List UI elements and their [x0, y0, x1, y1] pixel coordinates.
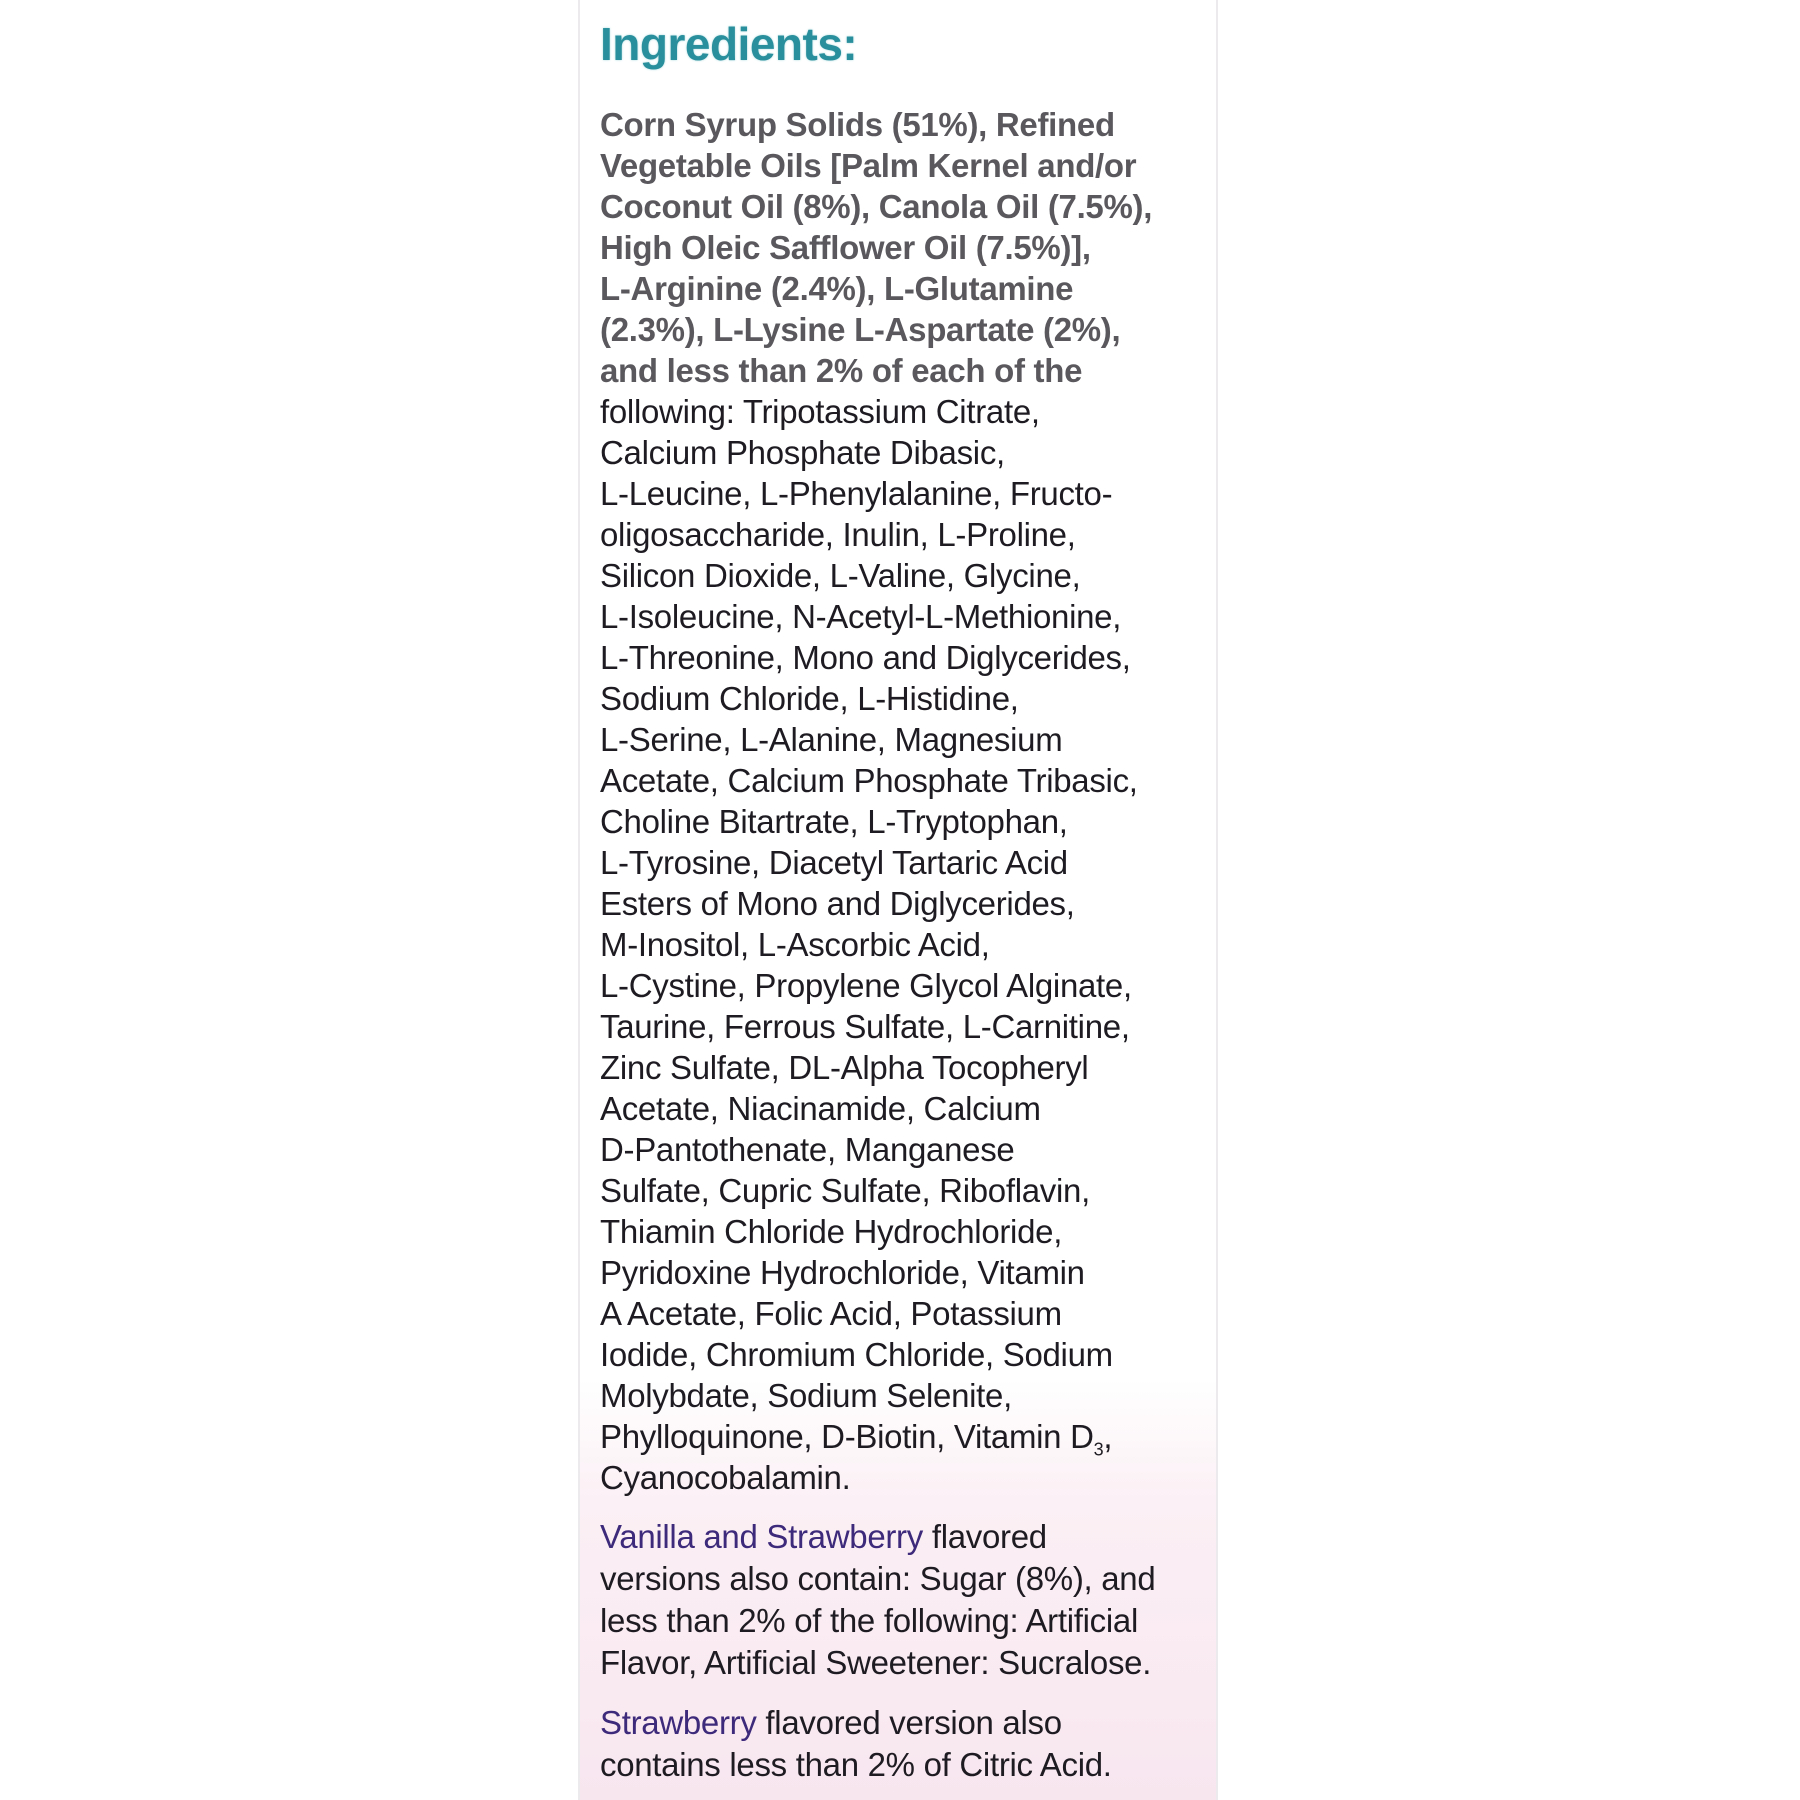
ingredient-line: Acetate, Calcium Phosphate Tribasic, — [600, 762, 1138, 799]
ingredient-line: Sulfate, Cupric Sulfate, Riboflavin, — [600, 1172, 1090, 1209]
ingredient-line: D-Pantothenate, Manganese — [600, 1131, 1015, 1168]
ingredient-line: High Oleic Safflower Oil (7.5%)], — [600, 229, 1091, 266]
ingredient-line: oligosaccharide, Inulin, L-Proline, — [600, 516, 1076, 553]
flavor-note-row: less than 2% of the following: Artificial — [600, 1602, 1138, 1639]
ingredient-line: L-Cystine, Propylene Glycol Alginate, — [600, 967, 1132, 1004]
ingredient-line: Taurine, Ferrous Sulfate, L-Carnitine, — [600, 1008, 1130, 1045]
ingredient-line: Thiamin Chloride Hydrochloride, — [600, 1213, 1063, 1250]
ingredient-line-text: Phylloquinone, D-Biotin, Vitamin D — [600, 1418, 1094, 1455]
ingredient-line: L-Threonine, Mono and Diglycerides, — [600, 639, 1131, 676]
ingredient-line: Esters of Mono and Diglycerides, — [600, 885, 1075, 922]
ingredient-line: Cyanocobalamin. — [600, 1459, 851, 1496]
ingredients-heading: Ingredients: — [600, 18, 858, 70]
ingredient-line: (2.3%), L-Lysine L-Aspartate (2%), — [600, 311, 1121, 348]
ingredient-line: Calcium Phosphate Dibasic, — [600, 434, 1005, 471]
ingredient-line: A Acetate, Folic Acid, Potassium — [600, 1295, 1062, 1332]
ingredient-line: Zinc Sulfate, DL-Alpha Tocopheryl — [600, 1049, 1089, 1086]
ingredient-line: L-Isoleucine, N-Acetyl-L-Methionine, — [600, 598, 1122, 635]
ingredient-line: Coconut Oil (8%), Canola Oil (7.5%), — [600, 188, 1153, 225]
ingredient-line: L-Arginine (2.4%), L-Glutamine — [600, 270, 1074, 307]
flavor-note-row: Flavor, Artificial Sweetener: Sucralose. — [600, 1644, 1152, 1681]
vitamin-d-subscript: 3 — [1093, 1439, 1104, 1460]
flavor-note-vanilla-strawberry — [600, 1516, 1216, 1684]
ingredient-line: and less than 2% of each of the — [600, 352, 1083, 389]
ingredient-line: L-Serine, L-Alanine, Magnesium — [600, 721, 1063, 758]
flavor-note-row — [600, 1702, 1216, 1744]
ingredients-label-panel — [578, 0, 1218, 1800]
flavor-name: Vanilla and Strawberry — [600, 1518, 923, 1555]
ingredient-line: Iodide, Chromium Chloride, Sodium — [600, 1336, 1113, 1373]
flavor-note-row — [600, 1516, 1216, 1558]
ingredient-line: Vegetable Oils [Palm Kernel and/or — [600, 147, 1137, 184]
ingredient-line: Pyridoxine Hydrochloride, Vitamin — [600, 1254, 1085, 1291]
ingredient-line: L-Tyrosine, Diacetyl Tartaric Acid — [600, 844, 1068, 881]
ingredient-line: Acetate, Niacinamide, Calcium — [600, 1090, 1041, 1127]
ingredients-list — [600, 104, 1216, 1498]
ingredient-line: Sodium Chloride, L-Histidine, — [600, 680, 1019, 717]
ingredient-line: Corn Syrup Solids (51%), Refined — [600, 106, 1115, 143]
flavor-note-text: flavored version also — [756, 1704, 1062, 1741]
flavor-note-row: versions also contain: Sugar (8%), and — [600, 1560, 1156, 1597]
flavor-name: Strawberry — [600, 1704, 757, 1741]
ingredient-line: Choline Bitartrate, L-Tryptophan, — [600, 803, 1068, 840]
ingredient-line: L-Leucine, L-Phenylalanine, Fructo- — [600, 475, 1113, 512]
flavor-note-strawberry — [600, 1702, 1216, 1786]
ingredient-line: Molybdate, Sodium Selenite, — [600, 1377, 1012, 1414]
ingredient-line-vitamin-d — [600, 1416, 1216, 1460]
ingredient-line: Silicon Dioxide, L-Valine, Glycine, — [600, 557, 1081, 594]
vitamin-d-comma: , — [1103, 1418, 1113, 1455]
ingredient-line: following: Tripotassium Citrate, — [600, 393, 1040, 430]
ingredient-line: M-Inositol, L-Ascorbic Acid, — [600, 926, 990, 963]
flavor-note-row: contains less than 2% of Citric Acid. — [600, 1746, 1112, 1783]
flavor-note-text: flavored — [922, 1518, 1047, 1555]
